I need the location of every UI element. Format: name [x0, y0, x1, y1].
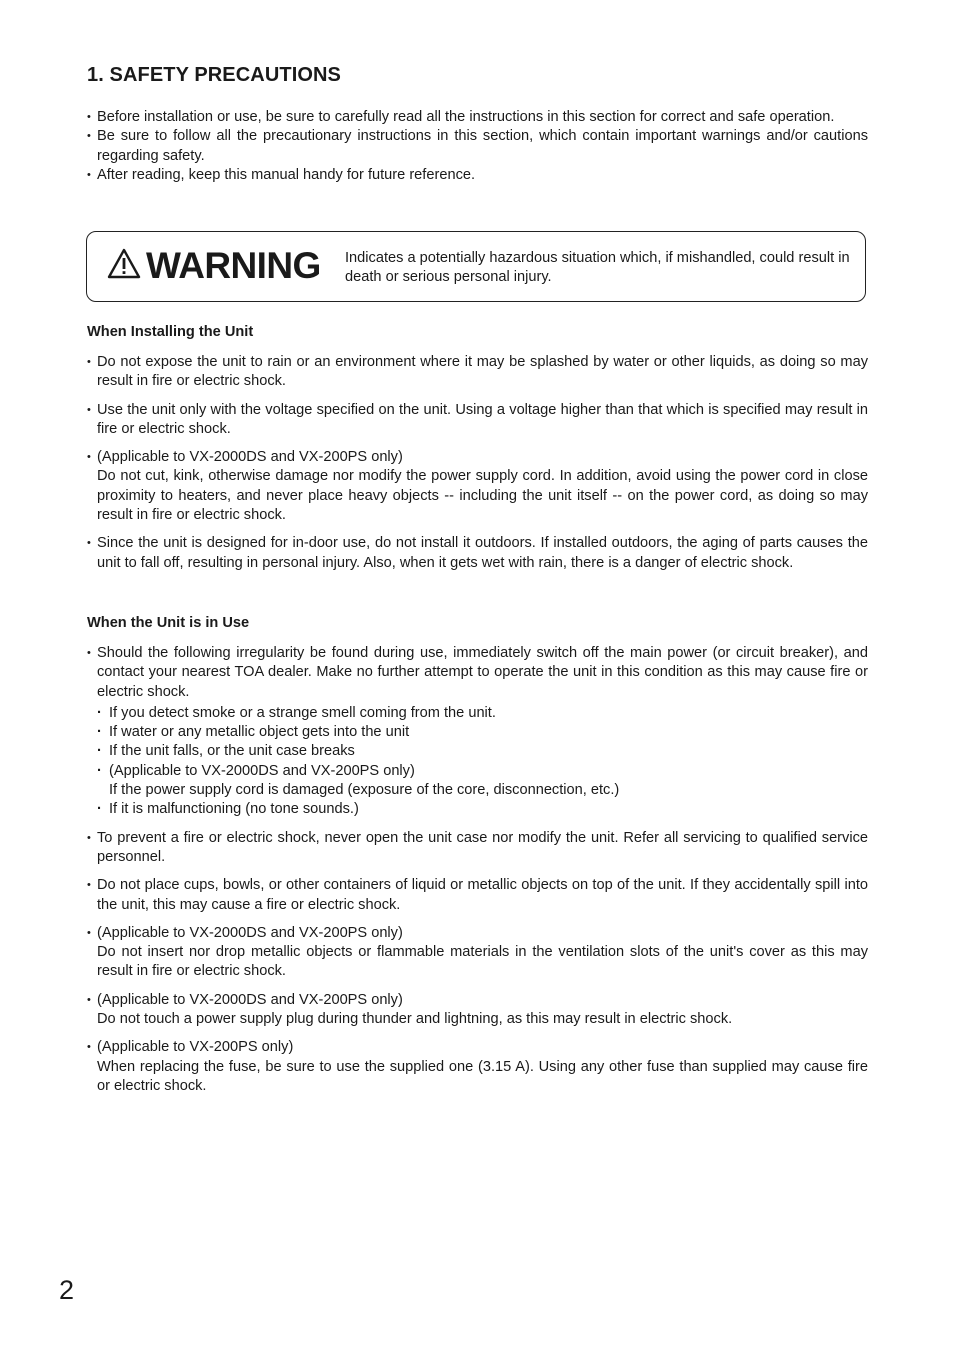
list-item [87, 1038, 868, 1096]
list-item: • Since the unit is designed for in-door use, do not install it outdoors. If installed outdoors, the aging of parts causes the unit to fall off, resulting in personal injury. Also, when it gets wet with rain, there is a danger of electric shock. [87, 534, 868, 573]
list-item: • After reading, keep this manual handy for future reference. [87, 166, 868, 185]
list-item [87, 644, 868, 820]
warning-triangle-icon [107, 248, 141, 280]
list-item [87, 924, 868, 982]
list-item: • Use the unit only with the voltage specified on the unit. Using a voltage higher than that which is specified may result in fire or electric shock. [87, 401, 868, 440]
sub-list-item: · If it is malfunctioning (no tone sounds.) [97, 800, 868, 819]
applicability-note: • (Applicable to VX-2000DS and VX-200PS only) [97, 991, 403, 1008]
intro-section [87, 108, 868, 185]
item-text: • Should the following irregularity be found during use, immediately switch off the main power (or circuit breaker), and contact your nearest TOA dealer. Make no further attempt to operate the unit in this condition as this may cause fire or electric shock. [97, 645, 868, 700]
item-text: When replacing the fuse, be sure to use the supplied one (3.15 A). Using any other fuse than supplied may cause fire or electric shock. [97, 1058, 868, 1094]
sub-list-item: · If water or any metallic object gets into the unit [97, 723, 868, 742]
sub-list-item: · If you detect smoke or a strange smell coming from the unit. [97, 704, 868, 723]
list-item: • Do not expose the unit to rain or an environment where it may be splashed by water or other liquids, as doing so may result in fire or electric shock. [87, 353, 868, 392]
warning-box [86, 231, 866, 302]
section-heading: When the Unit is in Use [87, 615, 250, 631]
item-text: Do not touch a power supply plug during thunder and lightning, as this may result in electric shock. [97, 1011, 733, 1028]
section-heading: When Installing the Unit [87, 324, 254, 340]
list-item [87, 991, 868, 1030]
warning-title: WARNING [146, 245, 321, 286]
applicability-note: • (Applicable to VX-2000DS and VX-200PS only) [97, 449, 403, 466]
item-text: Do not cut, kink, otherwise damage nor modify the power supply cord. In addition, avoid using the power cord in close proximity to heaters, and never place heavy objects -- including the unit itself -- on the power cord, as doing so may result in fire or electric shock. [97, 468, 868, 524]
irregularity-list [97, 704, 868, 820]
list-item: • Before installation or use, be sure to carefully read all the instructions in this section for correct and safe operation. [87, 108, 868, 127]
in-use-section [87, 614, 868, 1105]
applicability-note: • (Applicable to VX-200PS only) [97, 1039, 294, 1056]
sub-list-item: · If the unit falls, or the unit case breaks [97, 742, 868, 761]
in-use-list [87, 644, 868, 1096]
list-item: • To prevent a fire or electric shock, never open the unit case nor modify the unit. Refer all servicing to qualified service personnel. [87, 829, 868, 868]
list-item [87, 448, 868, 525]
installing-list [87, 353, 868, 573]
warning-description: Indicates a potentially hazardous situation which, if mishandled, could result in death or serious personal injury. [345, 250, 850, 286]
item-text: Do not insert nor drop metallic objects or flammable materials in the ventilation slots of the unit's cover as this may result in fire or electric shock. [97, 944, 868, 980]
list-item: • Be sure to follow all the precautionary instructions in this section, which contain important warnings and/or cautions regarding safety. [87, 127, 868, 166]
applicability-note: · (Applicable to VX-2000DS and VX-200PS only) [109, 762, 415, 779]
item-text: If the power supply cord is damaged (exposure of the core, disconnection, etc.) [109, 782, 620, 799]
page-title: 1. SAFETY PRECAUTIONS [87, 64, 341, 86]
applicability-note: • (Applicable to VX-2000DS and VX-200PS only) [97, 924, 403, 941]
installing-section [87, 323, 868, 582]
sub-list-item [97, 762, 868, 801]
page-number: 2 [59, 1275, 75, 1305]
intro-list [87, 108, 868, 185]
list-item: • Do not place cups, bowls, or other containers of liquid or metallic objects on top of the unit. If they accidentally spill into the unit, this may cause a fire or electric shock. [87, 876, 868, 915]
